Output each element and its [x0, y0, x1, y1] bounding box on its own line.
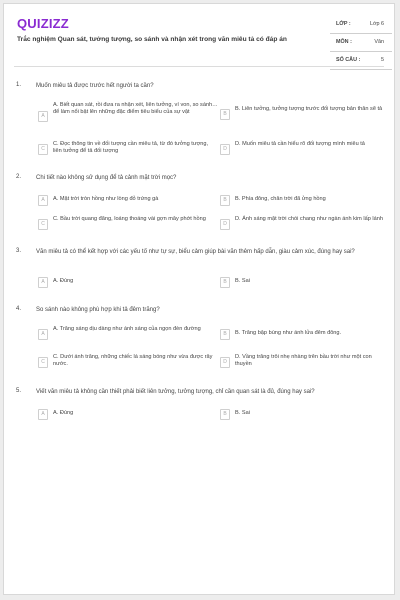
- option-letter-box: B: [220, 409, 230, 420]
- meta-question-count-value: 5: [381, 57, 384, 63]
- meta-question-count: [330, 52, 392, 70]
- header-divider: [14, 66, 384, 67]
- quizizz-logo: QUIZIZZ: [17, 16, 69, 31]
- option-letter-box: D: [220, 144, 230, 155]
- option-letter-box: B: [220, 109, 230, 120]
- option-text: C. Đọc thông tin về đối tượng cần miêu tả, từ đó tưởng tượng, liên tưởng để tả đối tượng: [53, 141, 209, 155]
- option-letter-box: A: [38, 329, 48, 340]
- meta-subject: [330, 34, 392, 52]
- option-text: B. Sai: [235, 410, 250, 416]
- question-text: So sánh nào không phù hợp khi tả đêm trăng?: [36, 307, 160, 313]
- question-text: Muốn miêu tả được trước hết người ta cần?: [36, 83, 154, 89]
- option-text: D. Vầng trăng trôi nhẹ nhàng trên bầu trời như một con thuyền: [235, 354, 372, 368]
- option-text: B. Phía đông, chân trời đã ửng hồng: [235, 196, 326, 202]
- option-letter-box: A: [38, 111, 48, 122]
- option-text: B. Sai: [235, 278, 250, 284]
- question-text: Văn miêu tả có thể kết hợp với các yếu tố như tự sự, biểu cảm giúp bài văn thêm hấp dẫn, giàu cảm xúc, đúng hay sai?: [36, 249, 355, 255]
- option-text: C. Bầu trời quang đãng, loáng thoáng vài gợn mây phớt hồng: [53, 216, 206, 222]
- worksheet-meta: [330, 16, 392, 70]
- option-letter-box: C: [38, 144, 48, 155]
- question-number: 3.: [16, 248, 22, 254]
- option-letter-box: B: [220, 329, 230, 340]
- option-letter-box: A: [38, 409, 48, 420]
- option-text: B. Liên tưởng, tưởng tượng trước đối tượng bản thân sẽ tả: [235, 106, 383, 112]
- option-letter-box: B: [220, 195, 230, 206]
- option-letter-box: A: [38, 195, 48, 206]
- option-text: D. Muốn miêu tả cần hiểu rõ đối tượng mình miêu tả: [235, 141, 365, 147]
- option-text: A. Đúng: [53, 278, 74, 284]
- question-number: 4.: [16, 306, 22, 312]
- meta-class: [330, 16, 392, 34]
- option-text: A. Mặt trời tròn hồng như lòng đỏ trứng gà: [53, 196, 159, 202]
- question-text: Viết văn miêu tả không cần thiết phải biết liên tưởng, tưởng tượng, chỉ cần quan sát là đủ, đúng hay sai?: [36, 389, 315, 395]
- option-text: B. Trăng bập bùng như ánh lửa đêm đông.: [235, 330, 342, 336]
- option-letter-box: D: [220, 357, 230, 368]
- meta-question-count-label: SỐ CÂU :: [336, 57, 361, 63]
- option-letter-box: A: [38, 277, 48, 288]
- option-text: A. Biết quan sát, rồi đưa ra nhận xét, liên tưởng, ví von, so sánh… để làm nổi bật lên những đặc điểm tiêu biểu của sự vật: [53, 102, 218, 116]
- worksheet-page: [3, 3, 395, 595]
- option-letter-box: D: [220, 219, 230, 230]
- option-letter-box: C: [38, 357, 48, 368]
- option-letter-box: C: [38, 219, 48, 230]
- meta-subject-value: Văn: [374, 39, 384, 45]
- worksheet-title: Trắc nghiệm Quan sát, tưởng tượng, so sánh và nhận xét trong văn miêu tả có đáp án: [17, 36, 287, 43]
- option-text: C. Dưới ánh trăng, những chiếc lá sáng bóng như vừa được rây nước.: [53, 354, 213, 368]
- question-number: 2.: [16, 174, 22, 180]
- option-text: D. Ánh sáng mặt trời chói chang như ngàn ánh kim lấp lánh: [235, 216, 383, 222]
- question-number: 5.: [16, 388, 22, 394]
- option-text: A. Đúng: [53, 410, 74, 416]
- option-letter-box: B: [220, 277, 230, 288]
- question-text: Chi tiết nào không sử dụng để tả cảnh mặt trời mọc?: [36, 175, 177, 181]
- option-text: A. Trăng sáng dịu dàng như ánh sáng của ngọn đèn đường: [53, 326, 201, 332]
- meta-subject-label: MÔN :: [336, 39, 352, 45]
- meta-class-label: LỚP :: [336, 21, 351, 27]
- meta-class-value: Lớp 6: [369, 21, 384, 27]
- question-number: 1.: [16, 82, 22, 88]
